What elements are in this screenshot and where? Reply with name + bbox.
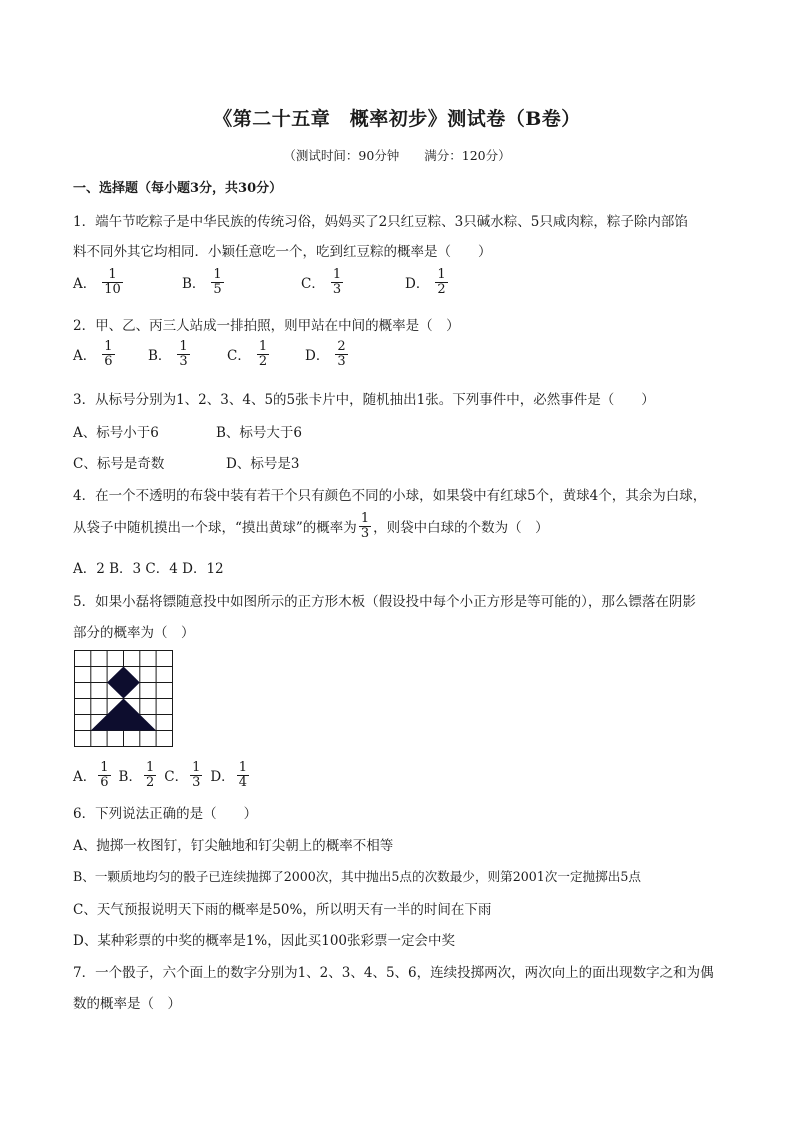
q6-option-d[interactable]: D、某种彩票的中奖的概率是1%，因此买100张彩票一定会中奖 [73,933,456,949]
q2-text-line1: 2．甲、乙、丙三人站成一排拍照，则甲站在中间的概率是（ ） [73,318,460,334]
exam-info: （测试时间：90分钟 满分：120分） [283,148,511,163]
shaded-diamond [107,667,140,699]
q2-option-a-label: A． [73,348,97,365]
q2-option-c-label: C． [227,348,251,365]
q1-option-a-fraction: $\frac{1}{10}$ [104,267,121,297]
q1-option-d[interactable] [405,268,450,296]
q1-option-d-fraction: $\frac{1}{2}$ [437,267,446,297]
q2-option-b[interactable] [148,340,192,368]
q2-option-d-label: D． [305,348,330,365]
q1-option-c[interactable] [301,268,345,296]
q1-text-line2: 料不同外其它均相同．小颖任意吃一个，吃到红豆粽的概率是（ ） [73,244,492,260]
q2-option-d-fraction: $\frac{2}{3}$ [337,339,346,369]
q1-text-line1: 1．端午节吃粽子是中华民族的传统习俗，妈妈买了2只红豆粽、3只碱水粽、5只咸肉粽，粽子除内部馅 [73,214,688,230]
page-title: 《第二十五章 概率初步》测试卷（B卷） [213,108,581,130]
q5-option-c-fraction: $\frac{1}{3}$ [192,759,201,790]
q2-option-d[interactable] [305,340,350,368]
q3-text-line1: 3．从标号分别为1、2、3、4、5的5张卡片中，随机抽出1张。下列事件中，必然事件是（ ） [73,392,655,408]
q4-options[interactable]: A．2 B．3 C．4 D．12 [73,561,224,577]
q2-option-b-label: B． [148,348,172,365]
q5-text-line1: 5．如果小磊将镖随意投中如图所示的正方形木板（假设投中每个小正方形是等可能的），那么镖落在阴影 [73,594,696,610]
q1-option-b[interactable] [182,268,226,296]
dartboard-grid-figure [74,650,174,748]
q5-option-a[interactable] [73,761,113,789]
q5-option-b[interactable] [119,761,159,789]
q6-option-b[interactable]: B、一颗质地均匀的骰子已连续抛掷了2000次，其中抛出5点的次数最少，则第2001次一定抛掷出5点 [73,869,641,884]
q1-option-a-label: A． [73,276,97,293]
q4-text-line1: 4．在一个不透明的布袋中装有若干个只有颜色不同的小球，如果袋中有红球5个，黄球4个，其余为白球， [73,488,707,504]
q2-options [73,340,373,380]
q4-fraction: $\frac{1}{3}$ [360,511,370,541]
q4-text-line2 [73,512,549,540]
q2-option-c[interactable] [227,340,271,368]
q2-option-b-fraction: $\frac{1}{3}$ [179,339,188,369]
q5-option-a-label: A． [73,769,97,785]
q5-option-b-fraction: $\frac{1}{2}$ [145,759,155,790]
q1-options [73,268,493,308]
q1-option-a[interactable] [73,268,125,296]
q6-option-a[interactable]: A、抛掷一枚图钉，钉尖触地和钉尖朝上的概率不相等 [73,838,394,854]
q5-options [73,755,273,795]
q2-option-c-fraction: $\frac{1}{2}$ [258,339,268,369]
q7-text-line2: 数的概率是（ ） [73,996,181,1012]
q5-option-d[interactable] [210,761,251,789]
q7-text-line1: 7．一个骰子，六个面上的数字分别为1、2、3、4、5、6，连续投掷两次，两次向上的面出现数字之和为偶 [73,965,714,981]
q5-option-a-fraction: $\frac{1}{6}$ [100,759,109,790]
q2-option-a[interactable] [73,340,117,368]
q2-option-a-fraction: $\frac{1}{6}$ [104,339,113,369]
q3-option-b[interactable]: B、标号大于6 [216,425,303,441]
section-heading: 一、选择题（每小题3分，共30分） [73,181,283,196]
q5-option-d-label: D． [210,769,235,785]
q3-option-a[interactable]: A、标号小于6 [73,425,159,441]
q1-option-b-fraction: $\frac{1}{5}$ [213,267,222,297]
q4-text-line2-end: ，则袋中白球的个数为（ ） [373,520,549,537]
q5-option-b-label: B． [118,769,142,785]
q5-option-c[interactable] [164,761,204,789]
q1-option-b-label: B． [182,276,206,293]
q1-option-d-label: D． [405,276,430,293]
q1-option-c-label: C． [301,276,325,293]
q6-text-line1: 6．下列说法正确的是（ ） [73,806,258,822]
q4-text-line2-start: 从袋子中随机摸出一个球，“摸出黄球”的概率为 [73,520,357,537]
q3-option-c[interactable]: C、标号是奇数 [73,456,165,472]
q3-option-d[interactable]: D、标号是3 [226,456,300,472]
q6-option-c[interactable]: C、天气预报说明天下雨的概率是50%，所以明天有一半的时间在下雨 [73,902,492,918]
q5-option-c-label: C． [164,769,189,785]
q1-option-c-fraction: $\frac{1}{3}$ [332,267,342,297]
q5-option-d-fraction: $\frac{1}{4}$ [238,759,247,790]
q5-text-line2: 部分的概率为（ ） [73,625,195,641]
